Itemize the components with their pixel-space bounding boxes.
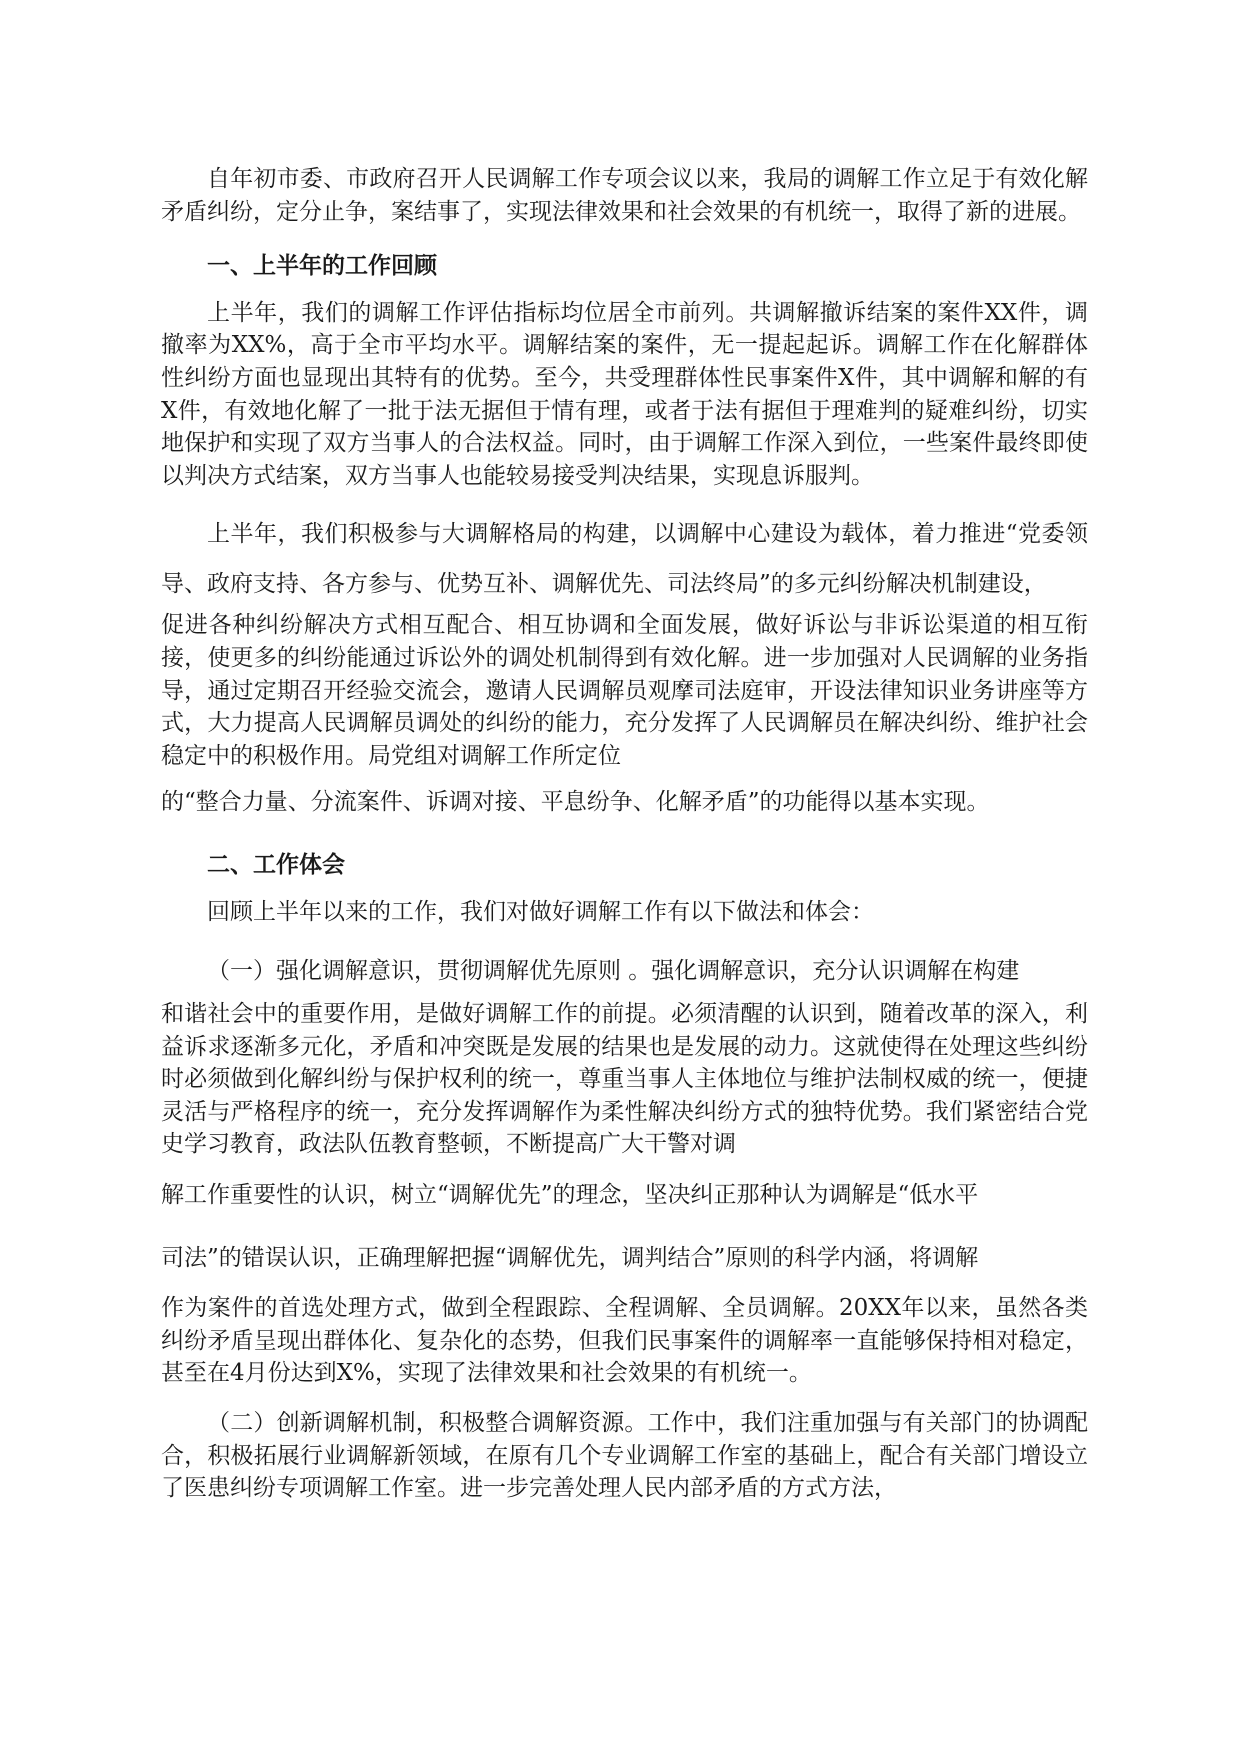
intro-paragraph: 自年初市委、市政府召开人民调解工作专项会议以来，我局的调解工作立足于有效化解矛盾纠纷，定分止争，案结事了，实现法律效果和社会效果的有机统一，取得了新的进展。	[161, 166, 1088, 225]
subsection-1-part-1: （一）强化调解意识，贯彻调解优先原则 。强化调解意识，充分认识调解在构建	[207, 958, 1020, 985]
work-review-paragraph-2-part-1: 上半年，我们积极参与大调解格局的构建，以调解中心建设为载体，着力推进“党委领导、政府支持、各方参与、优势互补、调解优先、司法终局”的多元纠纷解决机制建设，	[161, 521, 1088, 598]
experience-intro-paragraph: 回顾上半年以来的工作，我们对做好调解工作有以下做法和体会：	[207, 898, 874, 925]
work-review-paragraph-2-part-2: 促进各种纠纷解决方式相互配合、相互协调和全面发展，做好诉讼与非诉讼渠道的相互衔接，使更多的纠纷能通过诉讼外的调处机制得到有效化解。进一步加强对人民调解的业务指导，通过定期召开经验交流会，邀请人民调解员观摩司法庭审，开设法律知识业务讲座等方式，大力提高人民调解员调处的纠纷的能力，充分发挥了人民调解员在解决纠纷、维护社会稳定中的积极作用。局党组对调解工作所定位	[161, 612, 1088, 769]
subsection-1-part-5: 作为案件的首选处理方式，做到全程跟踪、全程调解、全员调解。20XX年以来，虽然各类纠纷矛盾呈现出群体化、复杂化的态势，但我们民事案件的调解率一直能够保持相对稳定，甚至在4月份达到X%，实现了法律效果和社会效果的有机统一。	[161, 1295, 1088, 1387]
subsection-2-paragraph: （二）创新调解机制，积极整合调解资源。工作中，我们注重加强与有关部门的协调配合，积极拓展行业调解新领域，在原有几个专业调解工作室的基础上，配合有关部门增设立了医患纠纷专项调解工作室。进一步完善处理人民内部矛盾的方式方法，	[161, 1410, 1088, 1502]
section-heading-work-review: 一、上半年的工作回顾	[207, 253, 437, 280]
subsection-1-paragraph	[161, 946, 1088, 1390]
subsection-1-part-2: 和谐社会中的重要作用，是做好调解工作的前提。必须清醒的认识到，随着改革的深入，利益诉求逐渐多元化，矛盾和冲突既是发展的结果也是发展的动力。这就使得在处理这些纠纷时必须做到化解纠纷与保护权利的统一，尊重当事人主体地位与维护法制权威的统一，便捷灵活与严格程序的统一，充分发挥调解作为柔性解决纠纷方式的独特优势。我们紧密结合党史学习教育，政法队伍教育整顿，不断提高广大干警对调	[161, 1001, 1088, 1158]
section-heading-experience: 二、工作体会	[207, 851, 345, 878]
work-review-paragraph-2	[161, 509, 1088, 819]
subsection-1-part-3: 解工作重要性的认识，树立“调解优先”的理念，坚决纠正那种认为调解是“低水平	[161, 1182, 979, 1209]
work-review-paragraph-1: 上半年，我们的调解工作评估指标均位居全市前列。共调解撤诉结案的案件XX件，调撤率为XX%，高于全市平均水平。调解结案的案件，无一提起起诉。调解工作在化解群体性纠纷方面也显现出其特有的优势。至今，共受理群体性民事案件X件，其中调解和解的有X件，有效地化解了一批于法无据但于情有理，或者于法有据但于理难判的疑难纠纷，切实地保护和实现了双方当事人的合法权益。同时，由于调解工作深入到位，一些案件最终即使以判决方式结案，双方当事人也能较易接受判决结果，实现息诉服判。	[161, 299, 1088, 489]
work-review-paragraph-2-part-3: 的“整合力量、分流案件、诉调对接、平息纷争、化解矛盾”的功能得以基本实现。	[161, 789, 990, 816]
document-body	[161, 163, 1088, 1505]
subsection-1-part-4: 司法”的错误认识，正确理解把握“调解优先，调判结合”原则的科学内涵，将调解	[161, 1244, 979, 1271]
